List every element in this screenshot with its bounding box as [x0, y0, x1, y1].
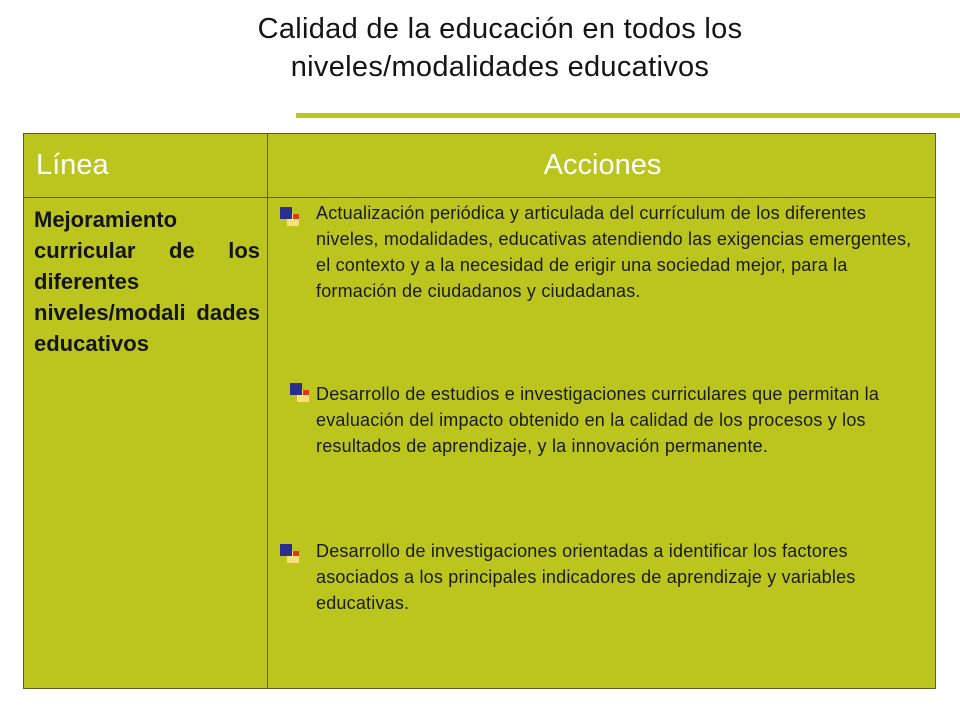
- linea-cell-text: Mejoramiento curricular de los diferentes niveles/modali dades educativos: [34, 207, 260, 356]
- action-item: Desarrollo de estudios e investigaciones curriculares que permitan la evaluación del impacto obtenido en la calidad de los procesos y los resultados de aprendizaje, y la innovación permanente.: [316, 384, 880, 456]
- action-item: Actualización periódica y articulada del currículum de los diferentes niveles, modalidades, educativas atendiendo las exigencias emergentes, el contexto y a la necesidad de erigir una sociedad mejor, para la formación de ciudadanos y ciudadanas.: [316, 203, 912, 301]
- actions-table: [23, 133, 936, 689]
- header-acciones: Acciones: [543, 149, 662, 181]
- slide-title: Calidad de la educación en todos los niveles/modalidades educativos: [257, 13, 743, 83]
- action-item: Desarrollo de investigaciones orientadas a identificar los factores asociados a los principales indicadores de aprendizaje y variables educativas.: [316, 541, 856, 613]
- square-bullet-icon: [290, 383, 310, 403]
- header-linea: Línea: [36, 149, 109, 181]
- square-bullet-icon: [280, 544, 300, 564]
- title-accent-rule: [296, 113, 960, 118]
- square-bullet-icon: [280, 207, 300, 227]
- header-divider: [24, 197, 935, 198]
- column-divider: [267, 134, 268, 688]
